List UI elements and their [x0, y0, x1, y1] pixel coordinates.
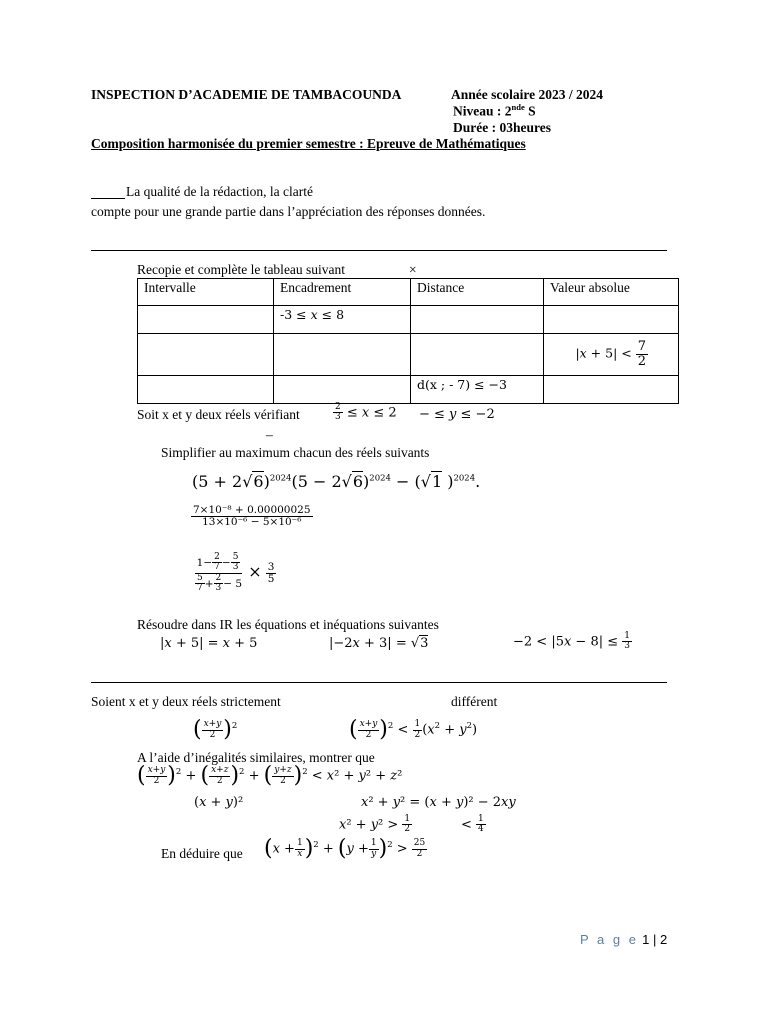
separator-1 [91, 250, 667, 251]
expression-1: $(5 + 2√6)^{2024}(5 - 2√6)^{2024} - (√1$ )$^{2024}$. [192, 472, 481, 491]
cell-distance: d(x ; - 7) ≤ −3 [411, 376, 544, 404]
header-distance: Distance [411, 279, 544, 306]
exercise-2-intro: Soient x et y deux réels strictement [91, 694, 281, 709]
cell-empty [274, 334, 411, 376]
condition-y: − ≤ 𝑦 ≤ −2 [419, 407, 495, 422]
equation-1: |𝑥 + 5| = 𝑥 + 5 [160, 636, 258, 651]
page-total: 2 [659, 932, 668, 947]
cell-empty [274, 376, 411, 404]
expression-3: 1− $\frac{2}{7}$ − $\frac{5}{3}$ $\frac{5}{7}$ + $\frac{2}{3}$ − 5 × $\frac{3}{5}$ [196, 552, 275, 594]
cell-empty [544, 306, 679, 334]
identity: 𝑥² + 𝑦² = (𝑥 + 𝑦)² − 2𝑥𝑦 [361, 795, 516, 810]
cell-empty [411, 334, 544, 376]
simplify-instruction: Simplifier au maximum chacun des réels suivants [161, 445, 430, 460]
cell-empty [138, 376, 274, 404]
solve-instruction: Résoudre dans IR les équations et inéquations suivantes [137, 617, 439, 632]
table-instruction: Recopie et complète le tableau suivant [137, 262, 346, 277]
conditions-text: Soit x et y deux réels vérifiant [137, 407, 300, 422]
page-label: P a g e [580, 932, 639, 947]
deduce-label: En déduire que [161, 846, 243, 861]
cell-encadrement: -3 ≤ 𝑥 ≤ 8 [274, 306, 411, 334]
condition-x: $\frac{2}{3}$ ≤ 𝑥 ≤ 2 [335, 402, 397, 423]
cell-empty [138, 306, 274, 334]
header-encadrement: Encadrement [274, 279, 411, 306]
table-header-row [138, 279, 679, 306]
page-number: 1 [642, 932, 650, 947]
notice-line-1: La qualité de la rédaction, la clarté [126, 184, 314, 199]
page-footer: P a g e 1 | 2 [580, 932, 668, 947]
exercise-2-different: différent [451, 694, 498, 709]
cell-empty [138, 334, 274, 376]
cell-empty [411, 306, 544, 334]
inequation-3: −2 < |5𝑥 − 8| ≤ $\frac{1}{3}$ [513, 631, 631, 652]
table-row [138, 334, 679, 376]
greater-than-half: 𝑥² + 𝑦² > $\frac{1}{2}$ [339, 814, 411, 835]
separator-2 [91, 682, 667, 683]
completion-table [137, 278, 679, 404]
lone-dash: – [266, 427, 273, 442]
three-term-inequality: ( $\frac{\text{𝑥+𝑦}}{2}$ )$^2$ + ( $\frac{\text{𝑥+𝑧}}{2}$ )$^2$ + ( $\frac{\text{𝑦+𝑧}}{2}$ )$^2$ < 𝑥² + 𝑦² + 𝑧² [137, 763, 403, 788]
level: Niveau : 2nde S [453, 102, 536, 119]
notice-underline [91, 198, 125, 199]
deduce-inequality: (𝑥 + $\frac{1}{\text{𝑥}}$ )$^2$ + (𝑦 + $\frac{1}{\text{𝑦}}$ )$^2$ > $\frac{25}{2}$ [264, 836, 426, 861]
table-row [138, 376, 679, 404]
school-year: Année scolaire 2023 / 2024 [451, 87, 603, 102]
expression-2: $\frac{\text{7×10⁻⁸ + 0.00000025}}{\text{13×10⁻⁶ − 5×10⁻⁶}}$ [193, 504, 311, 529]
equation-2: |−2𝑥 + 3| = √3 [329, 636, 429, 651]
table-row [138, 306, 679, 334]
notice-line-2: compte pour une grande partie dans l’appréciation des réponses données. [91, 204, 486, 219]
similar-inequalities: A l’aide d’inégalités similaires, montrer que [137, 750, 375, 765]
sum-square: (𝑥 + 𝑦)² [194, 795, 244, 810]
inspection-title: INSPECTION D’ACADEMIE DE TAMBACOUNDA [91, 87, 402, 102]
times-mark: × [409, 262, 417, 277]
header-valeur-absolue: Valeur absolue [544, 279, 679, 306]
mean-square-inequality: ( $\frac{\text{𝑥+𝑦}}{2}$ )$^2$ < $\frac{1}{2}$ (𝑥$^2$ + 𝑦$^2$) [349, 717, 478, 742]
mean-square: ( $\frac{\text{𝑥+𝑦}}{2}$ )$^2$ [193, 717, 238, 742]
header-intervalle: Intervalle [138, 279, 274, 306]
cell-valeur-absolue: |𝑥 + 5| < $\frac{7}{2}$ [544, 334, 679, 376]
less-than-quarter: < $\frac{1}{4}$ [461, 814, 484, 835]
cell-empty [544, 376, 679, 404]
composition-title: Composition harmonisée du premier semestre : Epreuve de Mathématiques [91, 136, 526, 151]
duration: Durée : 03heures [453, 120, 551, 135]
